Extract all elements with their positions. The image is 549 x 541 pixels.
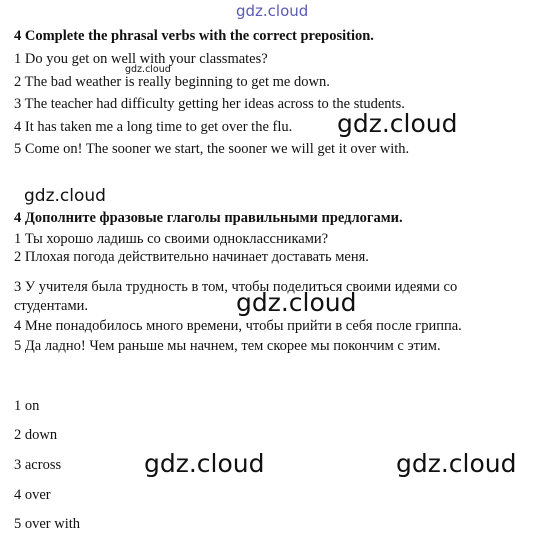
watermark-right: gdz.cloud — [337, 109, 458, 138]
russian-item-3: 3 У учителя была трудность в том, чтобы поделиться своими идеями со — [14, 279, 458, 295]
watermark-tiny: gdz.cloud — [125, 64, 171, 75]
answer-1: 1 on — [14, 398, 40, 414]
english-heading: 4 Complete the phrasal verbs with the correct preposition. — [14, 28, 374, 44]
russian-item-2: 2 Плохая погода действительно начинает доставать меня. — [14, 249, 369, 265]
english-item-3: 3 The teacher had difficulty getting her ideas across to the students. — [14, 96, 405, 112]
russian-item-4: 4 Мне понадобилось много времени, чтобы прийти в себя после гриппа. — [14, 318, 462, 334]
russian-item-5: 5 Да ладно! Чем раньше мы начнем, тем скорее мы покончим с этим. — [14, 338, 441, 354]
russian-item-3-cont: студентами. — [14, 298, 89, 314]
watermark-center: gdz.cloud — [236, 288, 357, 317]
english-item-2: 2 The bad weather is really beginning to get me down. — [14, 74, 330, 90]
english-item-4: 4 It has taken me a long time to get over the flu. — [14, 119, 293, 135]
watermark-top: gdz.cloud — [236, 2, 309, 20]
russian-item-1: 1 Ты хорошо ладишь со своими одноклассниками? — [14, 231, 329, 247]
answer-2: 2 down — [14, 427, 58, 443]
watermark-bottom-center: gdz.cloud — [144, 449, 265, 478]
english-item-1: 1 Do you get on well with your classmates? — [14, 51, 268, 67]
watermark-left-mid: gdz.cloud — [24, 186, 106, 206]
english-item-5: 5 Come on! The sooner we start, the sooner we will get it over with. — [14, 141, 410, 157]
watermark-bottom-right: gdz.cloud — [396, 449, 517, 478]
answer-4: 4 over — [14, 487, 51, 503]
answer-5: 5 over with — [14, 516, 81, 532]
russian-heading: 4 Дополните фразовые глаголы правильными предлогами. — [14, 210, 403, 226]
answer-3: 3 across — [14, 457, 62, 473]
